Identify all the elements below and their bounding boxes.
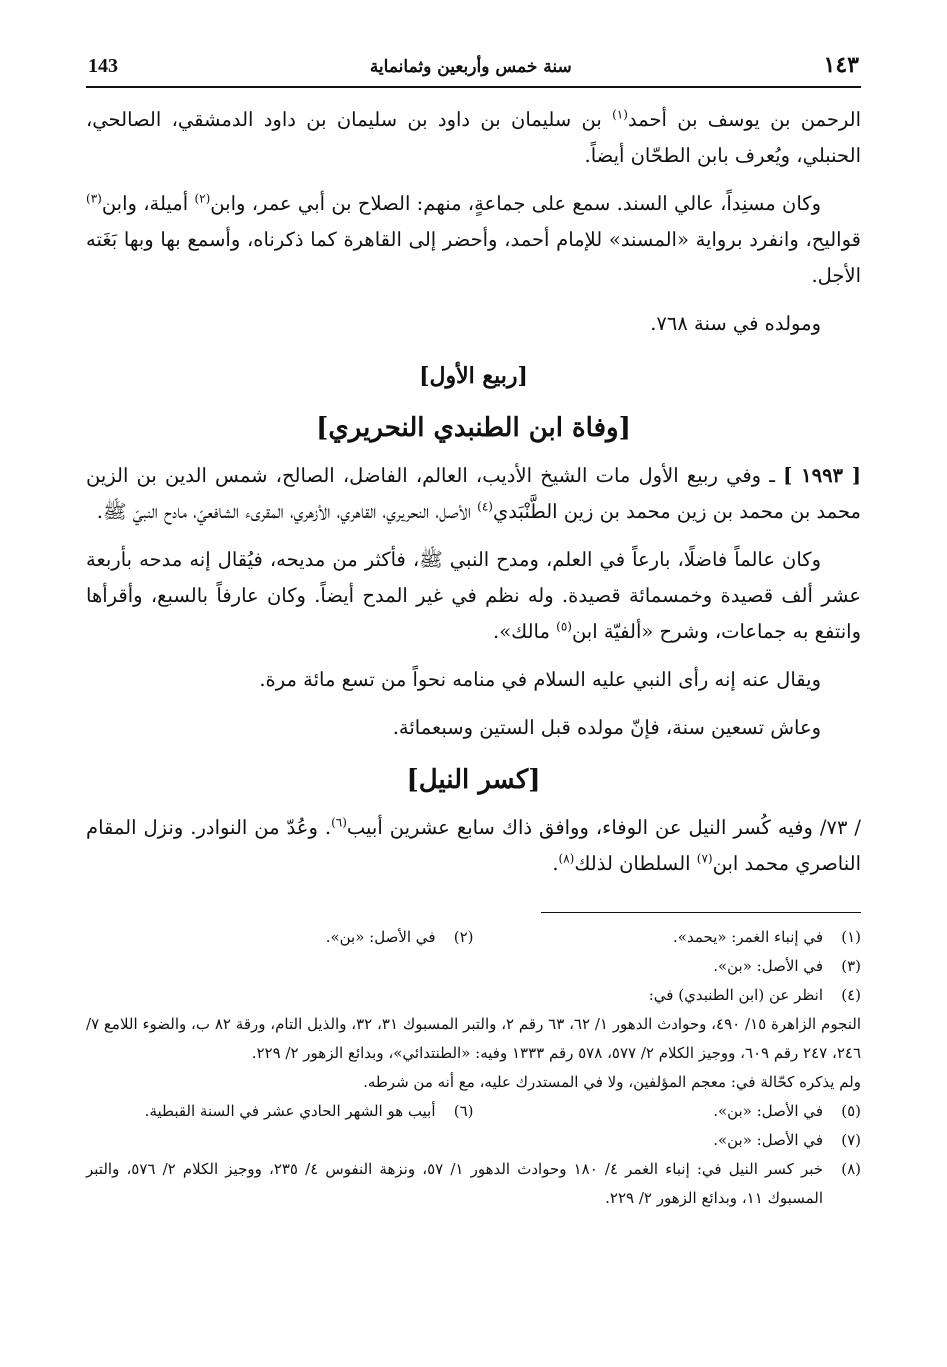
- footnote-7: [86, 1126, 861, 1155]
- footnote-text: في الأصل: «بن».: [713, 1102, 823, 1120]
- running-title: سنة خمس وأربعين وثمانماية: [369, 57, 572, 77]
- footnote-text: في الأصل: «بن».: [713, 957, 823, 975]
- footnote-ref: (٢): [194, 191, 211, 206]
- footnotes: [86, 923, 861, 1213]
- page-number-arabic: ١٤٣: [823, 52, 859, 78]
- section-heading-rabi: [ربيع الأول]: [419, 363, 528, 389]
- footnote-text: أبيب هو الشهر الحادي عشر في السنة القبطية.: [144, 1102, 436, 1120]
- footnote-mark: (٣): [841, 957, 861, 975]
- book-page: [86, 52, 861, 1213]
- footnote-mark: (٤): [841, 986, 861, 1004]
- footnote-3: [86, 952, 861, 981]
- text-run: مالك».: [493, 620, 557, 643]
- footnote-mark: (٧): [841, 1131, 861, 1149]
- paragraph-7: وعاش تسعين سنة، فإنّ مولده قبل الستين وسبعمائة.: [392, 716, 821, 739]
- text-run: وكان عالماً فاضلًا، بارعاً في العلم، ومدح النبي ﷺ، فأكثر من مديحه، فيُقال إنه مدحه بأربعة عشر ألف قصيدة وخمسمائة قصيدة. وله نظم في غير المدح أيضاً. وكان عارفاً بالسبع، وأقرأها وانتفع به جماعات، وشرح «ألفيّة ابن: [86, 548, 861, 643]
- footnote-ref: (٦): [331, 815, 347, 830]
- footnote-4: [86, 981, 861, 1010]
- footnote-4-body: النجوم الزاهرة ١٥/ ٤٩٠، وحوادث الدهور ١/ ٦٢، ٦٣ رقم ٢، والتبر المسبوك ٣١، ٣٢، والذيل التام، ورقة ٨٢ ب، والضوء اللامع ٧/ ٢٤٦، ٢٤٧ رقم ٦٠٩، ووجيز الكلام ٢/ ٥٧٧، ٥٧٨ رقم ١٣٣٣ وفيه: «الطنتدائي»، وبدائع الزهور ٢/ ٢٢٩.: [86, 1015, 862, 1062]
- entry-number: [ ١٩٩٣ ]: [783, 464, 862, 487]
- paragraph-1: [86, 102, 861, 174]
- footnote-ref: (٤): [477, 499, 493, 514]
- section-heading-nile: [كسر النيل]: [406, 765, 541, 795]
- text-run: السلطان لذلك: [574, 852, 697, 875]
- text-run: الأصل، النحريري، القاهري، الأزهري، المقرىء الشافعيّ، مادح النبيّ ﷺ.: [96, 500, 478, 523]
- footnote-text: خبر كسر النيل في: إنباء الغمر ٤/ ١٨٠ وحوادث الدهور ١/ ٥٧، ونزهة النفوس ٤/ ٢٣٥، ووجيز الكلام ٢/ ٥٧٦، والتبر المسبوك ١١، وبدائع الزهور ٢/ ٢٢٩.: [86, 1160, 824, 1207]
- footnote-ref: (١): [612, 107, 628, 122]
- text-run: . وعُدّ من النوادر. ونزل المقام الناصري محمد ابن: [86, 816, 861, 875]
- paragraph-3: ومولده في سنة ٧٦٨.: [650, 312, 821, 335]
- paragraph-4: [86, 458, 861, 530]
- footnote-2: [86, 923, 474, 952]
- footnote-mark: (٥): [841, 1102, 861, 1120]
- text-run: وكان مسنِداً، عالي السند. سمع على جماعةٍ، منهم: الصلاح بن أبي عمر، وابن: [210, 192, 821, 215]
- footnote-ref: (٨): [558, 851, 575, 866]
- footnote-row: [86, 923, 861, 952]
- footnote-row: [86, 1097, 861, 1126]
- footnote-mark: (٢): [453, 928, 474, 946]
- footnote-text: في الأصل: «بن».: [713, 1131, 823, 1149]
- footnote-5: [474, 1097, 862, 1126]
- footnote-text: [86, 981, 823, 1010]
- footnote-mark: (١): [841, 928, 861, 946]
- text-run: أميلة، وابن: [101, 192, 195, 215]
- paragraph-5: [86, 542, 861, 650]
- footnote-1: [474, 923, 862, 952]
- page-number-latin: 143: [88, 55, 119, 77]
- text-run: قواليح، وانفرد برواية «المسند» للإمام أحمد، وأحضر إلى القاهرة كما ذكرناه، وأسمع بها وبها بَغَته الأجل.: [86, 228, 861, 287]
- paragraph-8: [86, 810, 861, 882]
- text-run: .: [552, 852, 559, 875]
- paragraph-6: ويقال عنه إنه رأى النبي عليه السلام في منامه نحواً من تسع مائة مرة.: [259, 668, 821, 691]
- footnote-intro: انظر عن (ابن الطنبدي) في:: [648, 986, 823, 1004]
- footnote-6: [86, 1097, 474, 1126]
- text-run: الرحمن بن يوسف بن أحمد: [627, 108, 861, 131]
- footnote-mark: (٦): [453, 1102, 474, 1120]
- footnote-mark: (٨): [841, 1160, 861, 1178]
- footnote-8: [86, 1155, 861, 1213]
- running-head: [86, 52, 861, 88]
- footnote-4-note: ولم يذكره كحّالة في: معجم المؤلفين، ولا في المستدرك عليه، مع أنه من شرطه.: [363, 1073, 861, 1091]
- footnote-text: في الأصل: «بن».: [325, 928, 436, 946]
- footnote-text: في إنباء الغمر: «يحمد».: [673, 928, 823, 946]
- footnote-ref: (٥): [556, 619, 572, 634]
- paragraph-2: [86, 186, 861, 294]
- main-text: [86, 102, 861, 882]
- text-run: ـ وفي ربيع الأول مات الشيخ الأديب، العالم، الفاضل، الصالح، شمس الدين بن الزين محمد بن محمد بن زين محمد بن زين الطَّنْبَدي: [86, 464, 861, 523]
- text-run: / ٧٣/ وفيه كُسر النيل عن الوفاء، ووافق ذاك سابع عشرين أبيب: [346, 816, 861, 839]
- footnote-ref: (٣): [86, 191, 102, 206]
- section-heading-wafat: [وفاة ابن الطنبدي النحريري]: [316, 413, 631, 443]
- footnote-divider: [541, 912, 861, 913]
- text-run: بن سليمان بن داود بن سليمان بن داود الدمشقي، الصالحي، الحنبلي، ويُعرف بابن الطحّان أيضاً.: [86, 108, 861, 167]
- footnote-ref: (٧): [696, 851, 713, 866]
